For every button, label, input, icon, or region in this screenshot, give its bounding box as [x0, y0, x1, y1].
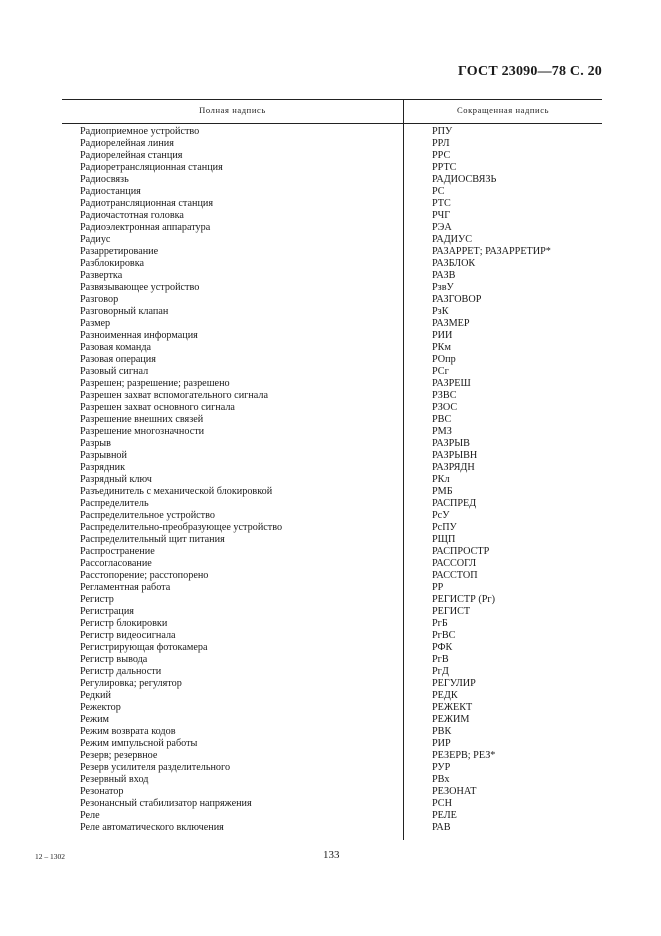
- full-name-cell: Разговор: [80, 294, 119, 305]
- full-name-cell: Разовая команда: [80, 342, 152, 353]
- table-row: [62, 810, 602, 822]
- abbreviation-cell: РАЗАРРЕТ; РАЗАРРЕТИР*: [432, 246, 551, 257]
- table-row: [62, 330, 602, 342]
- table-row: [62, 726, 602, 738]
- full-name-cell: Режим импульсной работы: [80, 738, 198, 749]
- table-row: [62, 342, 602, 354]
- full-name-cell: Развязывающее устройство: [80, 282, 200, 293]
- abbreviation-cell: РАЗРЯДН: [432, 462, 475, 473]
- full-name-cell: Резерв; резервное: [80, 750, 158, 761]
- abbreviation-cell: РИИ: [432, 330, 453, 341]
- full-name-cell: Разовый сигнал: [80, 366, 149, 377]
- full-name-cell: Разрешение многозначности: [80, 426, 205, 437]
- table-row: [62, 702, 602, 714]
- table-row: [62, 654, 602, 666]
- abbreviation-cell: РРС: [432, 150, 451, 161]
- full-name-cell: Разъединитель с механической блокировкой: [80, 486, 273, 497]
- full-name-cell: Радиочастотная головка: [80, 210, 184, 221]
- abbreviation-cell: РАЗБЛОК: [432, 258, 476, 269]
- full-name-cell: Радиоретрансляционная станция: [80, 162, 223, 173]
- full-name-cell: Разарретирование: [80, 246, 159, 257]
- full-name-cell: Редкий: [80, 690, 111, 701]
- full-name-cell: Режим: [80, 714, 109, 725]
- table-row: [62, 282, 602, 294]
- table-row: [62, 450, 602, 462]
- table-row: [62, 402, 602, 414]
- full-name-cell: Регистр: [80, 594, 114, 605]
- abbreviation-cell: РР: [432, 582, 444, 593]
- full-name-cell: Радиоприемное устройство: [80, 126, 200, 137]
- footer-code: 12 – 1302: [35, 852, 65, 861]
- full-name-cell: Режектор: [80, 702, 121, 713]
- full-name-cell: Регистр видеосигнала: [80, 630, 176, 641]
- table-row: [62, 594, 602, 606]
- table-row: [62, 474, 602, 486]
- full-name-cell: Разблокировка: [80, 258, 145, 269]
- table-row: [62, 258, 602, 270]
- full-name-cell: Разрешен захват вспомогательного сигнала: [80, 390, 268, 401]
- abbreviation-cell: РАСПРОСТР: [432, 546, 490, 557]
- full-name-cell: Разрыв: [80, 438, 111, 449]
- abbreviation-cell: РИР: [432, 738, 451, 749]
- table-row: [62, 630, 602, 642]
- abbreviation-cell: РАЗВ: [432, 270, 456, 281]
- table-row: [62, 750, 602, 762]
- full-name-cell: Режим возврата кодов: [80, 726, 176, 737]
- table-row: [62, 774, 602, 786]
- table-row: [62, 210, 602, 222]
- full-name-cell: Разрывной: [80, 450, 127, 461]
- abbreviation-cell: РзвУ: [432, 282, 454, 293]
- abbreviation-cell: РАССОГЛ: [432, 558, 477, 569]
- table-row: [62, 678, 602, 690]
- abbreviation-cell: РВх: [432, 774, 450, 785]
- abbreviation-cell: РЕЖИМ: [432, 714, 470, 725]
- full-name-cell: Расстопорение; расстопорено: [80, 570, 209, 581]
- table-row: [62, 546, 602, 558]
- full-name-cell: Регистр блокировки: [80, 618, 168, 629]
- abbreviation-cell: РАЗМЕР: [432, 318, 470, 329]
- table-row: [62, 126, 602, 138]
- table-row: [62, 666, 602, 678]
- abbreviation-cell: РАДИОСВЯЗЬ: [432, 174, 497, 185]
- table-row: [62, 198, 602, 210]
- full-name-cell: Регистр дальности: [80, 666, 162, 677]
- abbreviation-cell: РЕГУЛИР: [432, 678, 476, 689]
- abbreviation-cell: РгВ: [432, 654, 449, 665]
- abbreviation-cell: РгБ: [432, 618, 448, 629]
- abbreviation-cell: РЕГИСТ: [432, 606, 471, 617]
- table-row: [62, 414, 602, 426]
- table-row: [62, 378, 602, 390]
- full-name-cell: Резервный вход: [80, 774, 149, 785]
- page-number: 133: [323, 849, 340, 861]
- table-row: [62, 534, 602, 546]
- full-name-cell: Резонансный стабилизатор напряжения: [80, 798, 252, 809]
- abbreviation-cell: РАДИУС: [432, 234, 473, 245]
- table-row: [62, 222, 602, 234]
- abbreviation-cell: РАЗРЫВ: [432, 438, 470, 449]
- abbreviation-cell: РФК: [432, 642, 453, 653]
- full-name-cell: Резонатор: [80, 786, 124, 797]
- abbreviation-cell: РАВ: [432, 822, 451, 833]
- table-row: [62, 390, 602, 402]
- abbreviation-cell: РУР: [432, 762, 451, 773]
- abbreviation-cell: РКл: [432, 474, 450, 485]
- abbreviation-cell: РС: [432, 186, 445, 197]
- full-name-cell: Разговорный клапан: [80, 306, 169, 317]
- abbreviation-cell: РЗВС: [432, 390, 457, 401]
- full-name-cell: Регламентная работа: [80, 582, 171, 593]
- full-name-cell: Разрешен; разрешение; разрешено: [80, 378, 230, 389]
- table-row: [62, 174, 602, 186]
- full-name-cell: Радиус: [80, 234, 111, 245]
- table-row: [62, 318, 602, 330]
- full-name-cell: Радиорелейная станция: [80, 150, 183, 161]
- table-row: [62, 186, 602, 198]
- full-name-cell: Разрядный ключ: [80, 474, 152, 485]
- full-name-cell: Реле: [80, 810, 100, 821]
- table-row: [62, 522, 602, 534]
- full-name-cell: Распределительно-преобразующее устройство: [80, 522, 283, 533]
- full-name-cell: Разноименная информация: [80, 330, 198, 341]
- table-row: [62, 270, 602, 282]
- table-row: [62, 354, 602, 366]
- table-row: [62, 162, 602, 174]
- full-name-cell: Радиорелейная линия: [80, 138, 174, 149]
- abbreviation-cell: РЕГИСТР (Рг): [432, 594, 495, 605]
- abbreviation-cell: РВК: [432, 726, 452, 737]
- abbreviation-cell: РЕЗОНАТ: [432, 786, 477, 797]
- abbreviation-cell: РгД: [432, 666, 449, 677]
- full-name-cell: Распределительное устройство: [80, 510, 215, 521]
- abbreviation-cell: РПУ: [432, 126, 453, 137]
- abbreviation-cell: РАЗГОВОР: [432, 294, 482, 305]
- abbreviation-cell: РгВС: [432, 630, 456, 641]
- abbreviation-cell: РАЗРЫВН: [432, 450, 478, 461]
- table-row: [62, 234, 602, 246]
- abbreviation-cell: РЕЛЕ: [432, 810, 457, 821]
- full-name-cell: Реле автоматического включения: [80, 822, 224, 833]
- table-row: [62, 366, 602, 378]
- table-row: [62, 642, 602, 654]
- abbreviation-cell: РМБ: [432, 486, 453, 497]
- full-name-cell: Радиостанция: [80, 186, 141, 197]
- table-row: [62, 294, 602, 306]
- abbreviation-cell: РТС: [432, 198, 451, 209]
- document-header: ГОСТ 23090—78 С. 20: [458, 64, 602, 79]
- table-row: [62, 150, 602, 162]
- abbreviation-cell: РсУ: [432, 510, 450, 521]
- full-name-cell: Размер: [80, 318, 111, 329]
- full-name-cell: Распределитель: [80, 498, 149, 509]
- abbreviation-cell: РЧГ: [432, 210, 451, 221]
- full-name-cell: Регистрация: [80, 606, 134, 617]
- full-name-cell: Рассогласование: [80, 558, 152, 569]
- table-row: [62, 558, 602, 570]
- table-row: [62, 786, 602, 798]
- abbreviation-cell: РЩП: [432, 534, 456, 545]
- abbreviation-cell: РЗОС: [432, 402, 458, 413]
- table-top-rule: [62, 99, 602, 100]
- full-name-cell: Разрешение внешних связей: [80, 414, 204, 425]
- full-name-cell: Распределительный щит питания: [80, 534, 225, 545]
- abbreviation-cell: РОпр: [432, 354, 456, 365]
- abbreviation-cell: РСН: [432, 798, 452, 809]
- full-name-cell: Разовая операция: [80, 354, 156, 365]
- abbreviation-cell: РЕЗЕРВ; РЕЗ*: [432, 750, 496, 761]
- table-row: [62, 762, 602, 774]
- full-name-cell: Радиоэлектронная аппаратура: [80, 222, 211, 233]
- table-row: [62, 510, 602, 522]
- table-row: [62, 498, 602, 510]
- table-header-rule: [62, 123, 602, 124]
- abbreviation-cell: РМЗ: [432, 426, 452, 437]
- abbreviation-cell: РАЗРЕШ: [432, 378, 471, 389]
- table-row: [62, 426, 602, 438]
- full-name-cell: Распространение: [80, 546, 155, 557]
- abbreviation-cell: РКм: [432, 342, 451, 353]
- table-row: [62, 486, 602, 498]
- abbreviation-cell: РАСПРЕД: [432, 498, 477, 509]
- table-body: [62, 126, 602, 834]
- abbreviation-cell: РРТС: [432, 162, 457, 173]
- table-row: [62, 306, 602, 318]
- table-row: [62, 138, 602, 150]
- column-header-short: Сокращенная надпись: [456, 105, 550, 115]
- abbreviation-cell: РзК: [432, 306, 449, 317]
- full-name-cell: Разрешен захват основного сигнала: [80, 402, 235, 413]
- abbreviation-cell: РРЛ: [432, 138, 450, 149]
- table-row: [62, 462, 602, 474]
- table-row: [62, 798, 602, 810]
- table-row: [62, 618, 602, 630]
- abbreviation-cell: РЭА: [432, 222, 452, 233]
- full-name-cell: Разрядник: [80, 462, 126, 473]
- table-row: [62, 714, 602, 726]
- full-name-cell: Радиотрансляционная станция: [80, 198, 214, 209]
- abbreviation-cell: РАССТОП: [432, 570, 478, 581]
- table-row: [62, 738, 602, 750]
- table-row: [62, 570, 602, 582]
- abbreviation-cell: РВС: [432, 414, 452, 425]
- table-row: [62, 582, 602, 594]
- table-row: [62, 690, 602, 702]
- abbreviation-cell: РЕДК: [432, 690, 458, 701]
- table-row: [62, 246, 602, 258]
- column-header-full: Полная надпись: [199, 105, 266, 115]
- full-name-cell: Радиосвязь: [80, 174, 129, 185]
- table-row: [62, 438, 602, 450]
- table-row: [62, 606, 602, 618]
- full-name-cell: Регулировка; регулятор: [80, 678, 182, 689]
- abbreviation-cell: РСг: [432, 366, 449, 377]
- abbreviation-cell: РсПУ: [432, 522, 457, 533]
- full-name-cell: Развертка: [80, 270, 123, 281]
- full-name-cell: Регистрирующая фотокамера: [80, 642, 208, 653]
- abbreviation-cell: РЕЖЕКТ: [432, 702, 473, 713]
- full-name-cell: Регистр вывода: [80, 654, 148, 665]
- table-row: [62, 822, 602, 834]
- full-name-cell: Резерв усилителя разделительного: [80, 762, 231, 773]
